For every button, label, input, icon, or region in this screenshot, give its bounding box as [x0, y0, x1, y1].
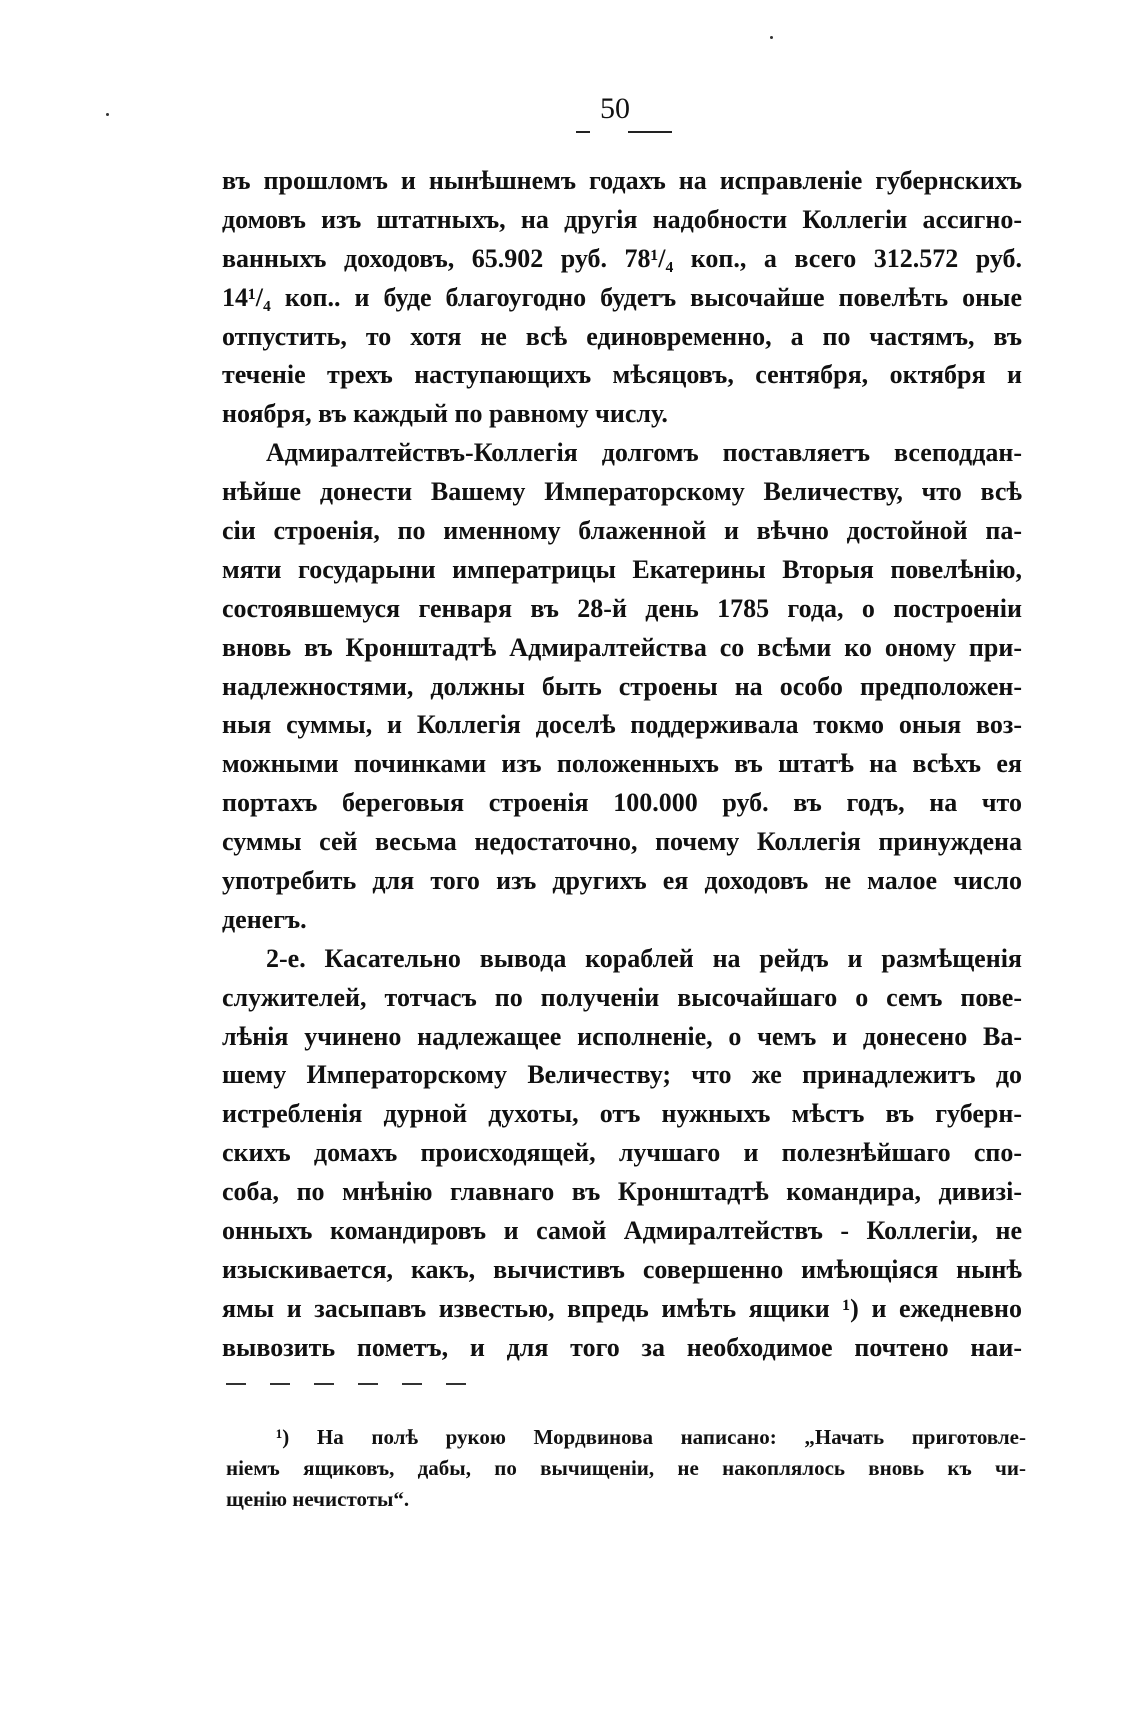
text-line: шему Императорскому Величеству; что же принадлежитъ до: [222, 1060, 1022, 1090]
footnote-line: ¹) На полѣ рукою Мордвинова написано: „Начать приготовле-: [276, 1425, 1026, 1449]
footnote-separator: [226, 1383, 466, 1385]
text-line: сіи строенія, по именному блаженной и вѣчно достойной па-: [222, 516, 1022, 546]
text-line: отпустить, то хотя не всѣ единовременно, а по частямъ, въ: [222, 321, 1022, 351]
body-text: [222, 162, 1022, 1368]
footnotes: [226, 1422, 1026, 1515]
scan-speck: [106, 113, 109, 116]
text-line: истребленія дурной духоты, отъ нужныхъ мѣстъ въ губерн-: [222, 1099, 1022, 1129]
text-line: надлежностями, должны быть строены на особо предположен-: [222, 671, 1022, 701]
text-line: ноября, въ каждый по равному числу.: [222, 399, 668, 429]
page-number: 50: [600, 92, 630, 125]
text-line: теченіе трехъ наступающихъ мѣсяцовъ, сентября, октября и: [222, 360, 1022, 390]
text-line: лѣнія учинено надлежащее исполненіе, о чемъ и донесено Ва-: [222, 1021, 1022, 1051]
header-rule-right: [628, 131, 672, 133]
text-line: онныхъ командировъ и самой Адмиралтействъ - Коллегіи, не: [222, 1216, 1022, 1246]
text-line: 14¹/₄ коп.. и буде благоугодно будетъ высочайше повелѣть оные: [222, 282, 1022, 312]
text-line: вывозить пометъ, и для того за необходимое почтено наи-: [222, 1332, 1022, 1362]
scan-speck: [770, 36, 773, 39]
text-line: нѣйше донести Вашему Императорскому Величеству, что всѣ: [222, 477, 1022, 507]
text-line: мяти государыни императрицы Екатерины Вторыя повелѣнію,: [222, 554, 1022, 584]
text-line: состоявшемуся генваря въ 28-й день 1785 года, о построеніи: [222, 593, 1022, 623]
text-line: служителей, тотчасъ по полученіи высочайшаго о семъ пове-: [222, 982, 1022, 1012]
text-line: суммы сей весьма недостаточно, почему Коллегія принуждена: [222, 827, 1022, 857]
text-line: портахъ береговыя строенія 100.000 руб. въ годъ, на что: [222, 788, 1022, 818]
header-rule-left: [576, 131, 590, 133]
text-line: ванныхъ доходовъ, 65.902 руб. 78¹/₄ коп., а всего 312.572 руб.: [222, 243, 1022, 273]
text-line: скихъ домахъ происходящей, лучшаго и полезнѣйшаго спо-: [222, 1138, 1022, 1168]
text-line: употребить для того изъ другихъ ея доходовъ не малое число: [222, 866, 1022, 896]
text-line: ныя суммы, и Коллегія доселѣ поддерживала токмо оныя воз-: [222, 710, 1022, 740]
text-line: въ прошломъ и нынѣшнемъ годахъ на исправленіе губернскихъ: [222, 166, 1022, 195]
text-line: денегъ.: [222, 904, 307, 934]
text-line: Адмиралтействъ-Коллегія долгомъ поставляетъ всеподдан-: [266, 438, 1022, 468]
text-line: 2-е. Касательно вывода кораблей на рейдъ и размѣщенія: [266, 943, 1022, 973]
text-line: соба, по мнѣнію главнаго въ Кронштадтѣ командира, дивизі-: [222, 1177, 1022, 1207]
text-line: можными починками изъ положенныхъ въ штатѣ на всѣхъ ея: [222, 749, 1022, 779]
text-line: изыскивается, какъ, вычистивъ совершенно имѣющіяся нынѣ: [222, 1254, 1022, 1284]
footnote-line: ніемъ ящиковъ, дабы, по вычищеніи, не накоплялось вновь къ чи-: [226, 1456, 1026, 1480]
footnote-line: щенію нечистоты“.: [226, 1487, 410, 1511]
text-line: вновь въ Кронштадтѣ Адмиралтейства со всѣми ко оному при-: [222, 632, 1022, 662]
text-line: ямы и засыпавъ известью, впредь имѣть ящики ¹) и ежедневно: [222, 1293, 1022, 1323]
text-line: домовъ изъ штатныхъ, на другія надобности Коллегіи ассигно-: [222, 204, 1022, 234]
